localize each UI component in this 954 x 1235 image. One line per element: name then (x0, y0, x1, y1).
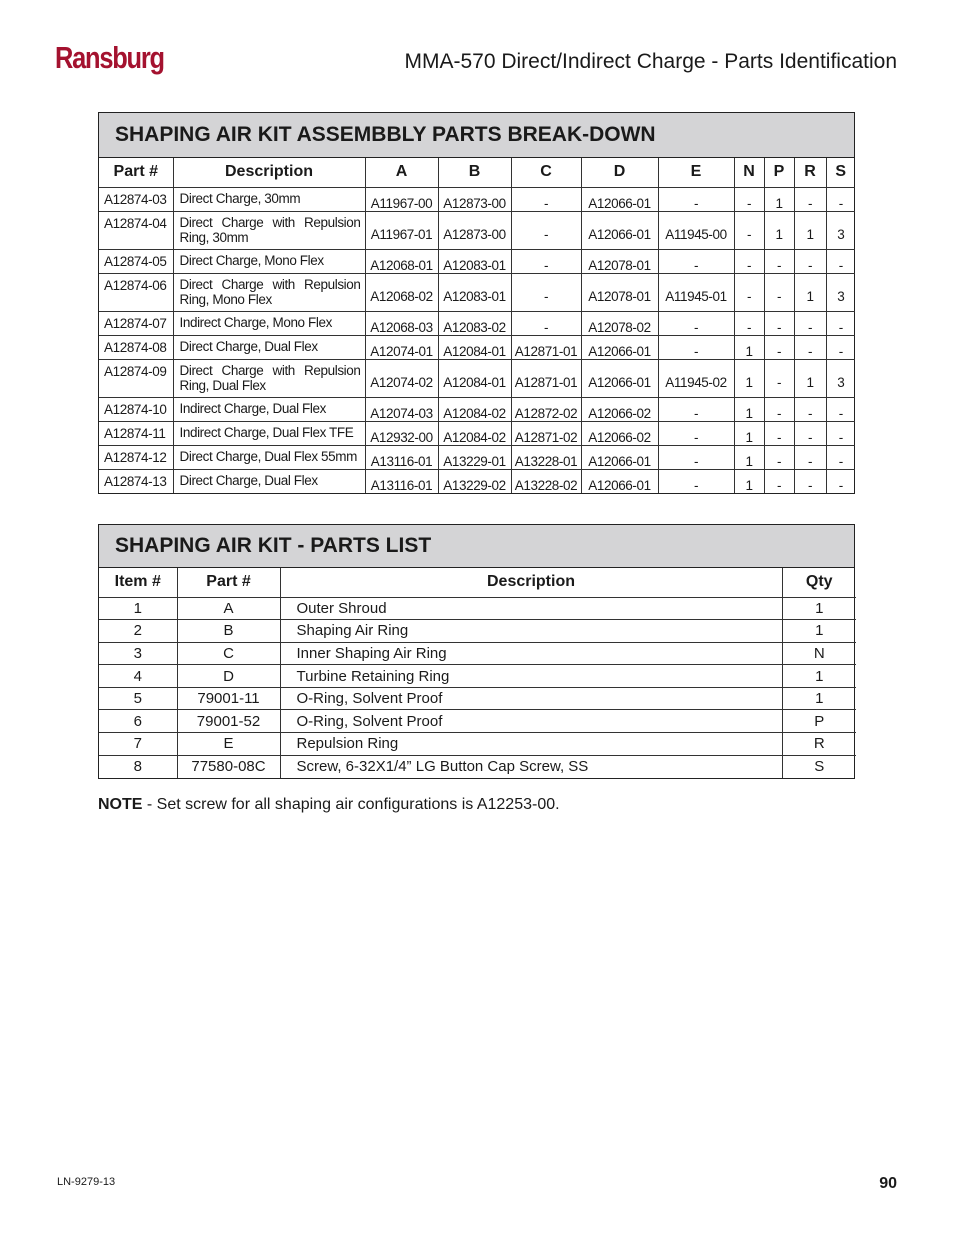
table-cell: A12074-03 (365, 397, 438, 421)
part-number-cell: A12874-03 (99, 187, 173, 211)
table-cell: - (794, 421, 826, 445)
table-cell: - (794, 249, 826, 273)
table-row (99, 397, 855, 421)
table-cell: C (177, 642, 280, 665)
parts-list-section (98, 524, 855, 779)
table-cell: - (826, 335, 855, 359)
table-cell: - (734, 311, 764, 335)
table-cell: - (826, 469, 855, 493)
table-cell: D (177, 665, 280, 688)
column-header: R (794, 158, 826, 187)
table-cell: 3 (826, 359, 855, 397)
table-cell: 6 (99, 710, 177, 733)
part-number-cell: A12874-05 (99, 249, 173, 273)
table-row (99, 642, 856, 665)
table-row (99, 187, 855, 211)
description-cell: Shaping Air Ring (280, 620, 782, 643)
table-cell: 1 (782, 597, 856, 620)
column-header: S (826, 158, 855, 187)
table-cell: 1 (734, 335, 764, 359)
description-cell: Repulsion Ring (280, 733, 782, 756)
description-cell: Direct Charge, Dual Flex 55mm (173, 445, 365, 469)
table-cell: - (764, 397, 794, 421)
table-cell: - (734, 273, 764, 311)
description-cell: O-Ring, Solvent Proof (280, 687, 782, 710)
table-cell: A12068-02 (365, 273, 438, 311)
note (98, 796, 560, 814)
table-row (99, 359, 855, 397)
part-number-cell: A12874-12 (99, 445, 173, 469)
table-cell: A12078-01 (581, 273, 658, 311)
description-cell: Direct Charge, Dual Flex (173, 335, 365, 359)
document-number: LN-9279-13 (57, 1176, 116, 1188)
table-cell: 1 (764, 187, 794, 211)
table-cell: - (764, 249, 794, 273)
column-header: Qty (782, 568, 856, 597)
table-row (99, 249, 855, 273)
table-cell: 79001-11 (177, 687, 280, 710)
description-cell: Outer Shroud (280, 597, 782, 620)
table-cell: 1 (794, 273, 826, 311)
part-number-cell: A12874-13 (99, 469, 173, 493)
table-cell: A12066-01 (581, 445, 658, 469)
part-number-cell: A12874-10 (99, 397, 173, 421)
table-cell: A12872-02 (511, 397, 581, 421)
parts-list-title: SHAPING AIR KIT - PARTS LIST (99, 525, 854, 568)
page-title: MMA-570 Direct/Indirect Charge - Parts Identification (404, 50, 897, 73)
table-cell: 1 (782, 687, 856, 710)
table-row (99, 620, 856, 643)
table-cell: - (764, 469, 794, 493)
column-header: E (658, 158, 734, 187)
table-cell: - (794, 311, 826, 335)
description-cell: Direct Charge, Dual Flex (173, 469, 365, 493)
table-cell: 7 (99, 733, 177, 756)
table-cell: A12084-01 (438, 359, 511, 397)
table-cell: A12083-01 (438, 273, 511, 311)
table-cell: B (177, 620, 280, 643)
table-cell: - (764, 335, 794, 359)
table-cell: - (826, 249, 855, 273)
table-cell: A12873-00 (438, 211, 511, 249)
table-cell: - (764, 445, 794, 469)
table-cell: - (794, 469, 826, 493)
table-cell: A12068-01 (365, 249, 438, 273)
table-cell: A11945-01 (658, 273, 734, 311)
table-cell: A13116-01 (365, 469, 438, 493)
table-cell: 1 (734, 445, 764, 469)
table-cell: A12871-02 (511, 421, 581, 445)
table-cell: A12084-01 (438, 335, 511, 359)
table-cell: - (794, 187, 826, 211)
table-cell: - (658, 249, 734, 273)
table-cell: A12932-00 (365, 421, 438, 445)
parts-list-table (99, 568, 856, 778)
description-cell: Indirect Charge, Mono Flex (173, 311, 365, 335)
table-cell: - (658, 187, 734, 211)
table-row (99, 733, 856, 756)
table-cell: - (734, 249, 764, 273)
column-header: C (511, 158, 581, 187)
breakdown-section (98, 112, 855, 494)
part-number-cell: A12874-08 (99, 335, 173, 359)
description-cell: O-Ring, Solvent Proof (280, 710, 782, 733)
table-row (99, 665, 856, 688)
table-cell: A12083-02 (438, 311, 511, 335)
table-cell: - (826, 421, 855, 445)
table-cell: - (794, 397, 826, 421)
table-cell: 1 (734, 359, 764, 397)
description-cell: Direct Charge, Mono Flex (173, 249, 365, 273)
table-cell: 4 (99, 665, 177, 688)
table-cell: - (658, 397, 734, 421)
table-cell: A12084-02 (438, 397, 511, 421)
table-cell: R (782, 733, 856, 756)
table-cell: A11945-02 (658, 359, 734, 397)
column-header: Part # (177, 568, 280, 597)
table-cell: - (794, 335, 826, 359)
table-cell: A (177, 597, 280, 620)
table-cell: - (658, 445, 734, 469)
table-cell: - (826, 187, 855, 211)
table-cell: - (764, 359, 794, 397)
table-cell: A12066-01 (581, 335, 658, 359)
table-cell: - (658, 421, 734, 445)
table-cell: 1 (782, 620, 856, 643)
table-cell: A12873-00 (438, 187, 511, 211)
table-cell: A12066-01 (581, 187, 658, 211)
note-text: - Set screw for all shaping air configurations is A12253-00. (142, 796, 560, 813)
description-cell: Screw, 6-32X1/4” LG Button Cap Screw, SS (280, 755, 782, 778)
table-cell: - (511, 187, 581, 211)
table-cell: A12074-02 (365, 359, 438, 397)
table-cell: A11967-00 (365, 187, 438, 211)
description-cell: Direct Charge, 30mm (173, 187, 365, 211)
table-row (99, 335, 855, 359)
column-header: Part # (99, 158, 173, 187)
table-cell: 77580-08C (177, 755, 280, 778)
table-cell: A11945-00 (658, 211, 734, 249)
column-header: Description (280, 568, 782, 597)
table-row (99, 597, 856, 620)
table-cell: - (658, 469, 734, 493)
brand-logo: Ransburg (55, 40, 164, 75)
table-cell: - (764, 311, 794, 335)
table-cell: A11967-01 (365, 211, 438, 249)
column-header: B (438, 158, 511, 187)
table-cell: 5 (99, 687, 177, 710)
table-cell: S (782, 755, 856, 778)
table-cell: A12084-02 (438, 421, 511, 445)
column-header: Description (173, 158, 365, 187)
table-cell: A12066-01 (581, 359, 658, 397)
breakdown-title: SHAPING AIR KIT ASSEMBBLY PARTS BREAK-DOWN (99, 113, 854, 158)
table-cell: N (782, 642, 856, 665)
table-cell: 79001-52 (177, 710, 280, 733)
table-cell: 8 (99, 755, 177, 778)
table-cell: A13229-01 (438, 445, 511, 469)
table-cell: - (511, 211, 581, 249)
part-number-cell: A12874-11 (99, 421, 173, 445)
table-cell: - (658, 335, 734, 359)
description-cell: Direct Charge with Repulsion Ring, Dual Flex (173, 359, 365, 397)
description-cell: Direct Charge with Repulsion Ring, 30mm (173, 211, 365, 249)
part-number-cell: A12874-06 (99, 273, 173, 311)
page-number: 90 (879, 1175, 897, 1192)
table-cell: - (826, 311, 855, 335)
table-cell: - (794, 445, 826, 469)
table-row (99, 469, 855, 493)
column-header: A (365, 158, 438, 187)
table-cell: A12871-01 (511, 335, 581, 359)
description-cell: Inner Shaping Air Ring (280, 642, 782, 665)
table-cell: A12066-02 (581, 421, 658, 445)
description-cell: Direct Charge with Repulsion Ring, Mono Flex (173, 273, 365, 311)
table-cell: A12074-01 (365, 335, 438, 359)
table-cell: - (764, 273, 794, 311)
column-header: N (734, 158, 764, 187)
column-header: D (581, 158, 658, 187)
table-cell: 3 (826, 273, 855, 311)
table-cell: - (826, 445, 855, 469)
breakdown-table (99, 158, 855, 493)
table-cell: - (734, 211, 764, 249)
table-cell: 1 (734, 397, 764, 421)
table-cell: - (734, 187, 764, 211)
table-cell: 3 (99, 642, 177, 665)
part-number-cell: A12874-09 (99, 359, 173, 397)
part-number-cell: A12874-04 (99, 211, 173, 249)
table-row (99, 755, 856, 778)
table-cell: 1 (794, 211, 826, 249)
table-cell: A12066-01 (581, 211, 658, 249)
table-cell: P (782, 710, 856, 733)
table-row (99, 211, 855, 249)
table-row (99, 445, 855, 469)
table-row (99, 421, 855, 445)
table-cell: - (764, 421, 794, 445)
table-cell: A13228-01 (511, 445, 581, 469)
table-cell: E (177, 733, 280, 756)
table-cell: 1 (782, 665, 856, 688)
table-cell: - (511, 311, 581, 335)
table-cell: A13116-01 (365, 445, 438, 469)
table-cell: - (826, 397, 855, 421)
column-header: Item # (99, 568, 177, 597)
table-cell: A12871-01 (511, 359, 581, 397)
table-cell: 2 (99, 620, 177, 643)
table-cell: A12068-03 (365, 311, 438, 335)
description-cell: Indirect Charge, Dual Flex TFE (173, 421, 365, 445)
table-cell: A12066-02 (581, 397, 658, 421)
table-cell: A12066-01 (581, 469, 658, 493)
table-cell: 1 (99, 597, 177, 620)
table-row (99, 311, 855, 335)
note-label: NOTE (98, 796, 143, 813)
table-cell: A12078-02 (581, 311, 658, 335)
table-cell: A12078-01 (581, 249, 658, 273)
description-cell: Turbine Retaining Ring (280, 665, 782, 688)
table-cell: 3 (826, 211, 855, 249)
table-row (99, 710, 856, 733)
description-cell: Indirect Charge, Dual Flex (173, 397, 365, 421)
part-number-cell: A12874-07 (99, 311, 173, 335)
column-header: P (764, 158, 794, 187)
table-cell: 1 (794, 359, 826, 397)
table-row (99, 687, 856, 710)
table-row (99, 273, 855, 311)
table-cell: - (658, 311, 734, 335)
table-cell: A13229-02 (438, 469, 511, 493)
table-cell: A12083-01 (438, 249, 511, 273)
table-cell: 1 (764, 211, 794, 249)
table-cell: 1 (734, 469, 764, 493)
table-cell: - (511, 249, 581, 273)
table-cell: 1 (734, 421, 764, 445)
table-cell: A13228-02 (511, 469, 581, 493)
table-cell: - (511, 273, 581, 311)
